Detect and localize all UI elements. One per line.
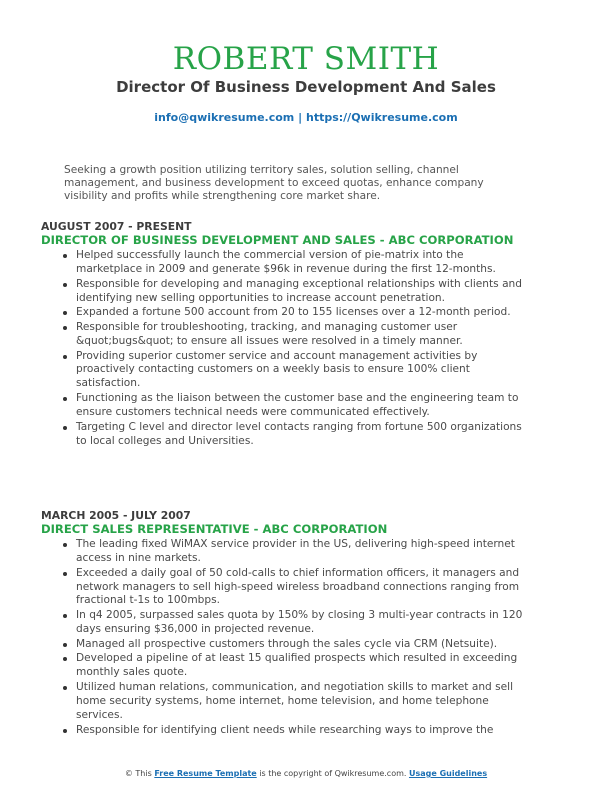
experience-entry-1	[41, 220, 527, 449]
contact-separator: |	[298, 111, 303, 124]
list-item: In q4 2005, surpassed sales quota by 150% by closing 3 multi-year contracts in 120 days ensuring $36,000 in projected revenue.	[76, 609, 527, 637]
footer-prefix: © This	[124, 769, 152, 778]
experience-role: DIRECTOR OF BUSINESS DEVELOPMENT AND SALES - ABC CORPORATION	[41, 233, 514, 247]
list-item: Exceeded a daily goal of 50 cold-calls to chief information officers, it managers and network managers to sell high-speed wireless broadband connections ranging from fractional t-1s to 100mbps.	[76, 567, 527, 609]
list-item: Responsible for developing and managing exceptional relationships with clients and identifying new selling opportunities to increase account penetration.	[76, 278, 527, 306]
experience-dates: MARCH 2005 - JULY 2007	[41, 509, 191, 522]
contact-line	[0, 111, 612, 125]
website-link[interactable]: https://Qwikresume.com	[305, 111, 458, 124]
list-item: Targeting C level and director level contacts ranging from fortune 500 organizations to local colleges and Universities.	[76, 421, 527, 449]
usage-guidelines-link[interactable]: Usage Guidelines	[408, 769, 488, 778]
footer-copyright-text: is the copyright of Qwikresume.com.	[259, 769, 407, 778]
experience-bullets	[41, 249, 527, 448]
list-item: Providing superior customer service and account management activities by proactively contacting customers on a weekly basis to ensure 100% client satisfaction.	[76, 350, 527, 392]
list-item: Responsible for troubleshooting, tracking, and managing customer user &quot;bugs&quot; to ensure all issues were resolved in a timely manner.	[76, 321, 527, 349]
experience-dates: AUGUST 2007 - PRESENT	[41, 220, 192, 233]
experience-entry-2	[41, 509, 527, 738]
list-item: Expanded a fortune 500 account from 20 to 155 licenses over a 12-month period.	[76, 306, 527, 320]
free-resume-template-link[interactable]: Free Resume Template	[154, 769, 257, 778]
footer	[0, 769, 612, 779]
list-item: Responsible for identifying client needs while researching ways to improve the	[76, 724, 527, 738]
list-item: Utilized human relations, communication, and negotiation skills to market and sell home security systems, home internet, home television, and home telephone services.	[76, 681, 527, 723]
job-title: Director Of Business Development And Sales	[116, 78, 496, 96]
list-item: Managed all prospective customers through the sales cycle via CRM (Netsuite).	[76, 638, 527, 652]
list-item: Functioning as the liaison between the customer base and the engineering team to ensure customers technical needs were communicated effectively.	[76, 392, 527, 420]
list-item: Developed a pipeline of at least 15 qualified prospects which resulted in exceeding monthly sales quote.	[76, 652, 527, 680]
summary-text: Seeking a growth position utilizing territory sales, solution selling, channel management, and business development to exceed quotas, enhance company visibility and profits while strengthening core market share.	[64, 164, 484, 203]
list-item: The leading fixed WiMAX service provider in the US, delivering high-speed internet access in nine markets.	[76, 538, 527, 566]
candidate-name: ROBERT SMITH	[172, 41, 440, 77]
experience-bullets	[41, 538, 527, 737]
experience-role: DIRECT SALES REPRESENTATIVE - ABC CORPORATION	[41, 522, 388, 536]
list-item: Helped successfully launch the commercial version of pie-matrix into the marketplace in 2009 and generate $96k in revenue during the first 12-months.	[76, 249, 527, 277]
email-link[interactable]: info@qwikresume.com	[154, 111, 295, 124]
